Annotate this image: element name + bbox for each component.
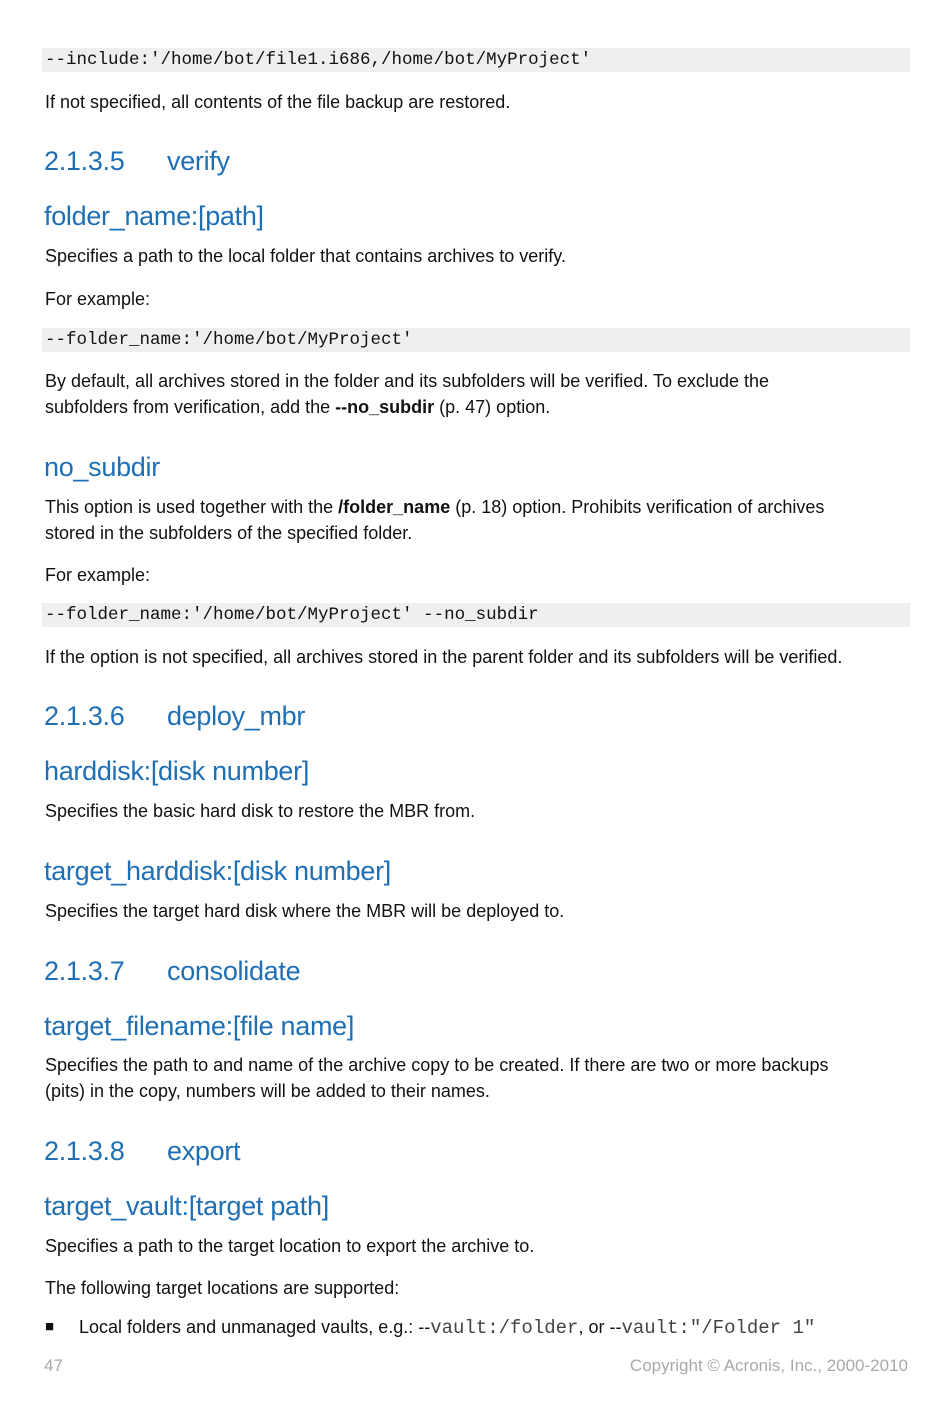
section-title: consolidate	[167, 956, 301, 986]
section-number: 2.1.3.5	[44, 146, 125, 176]
inline-code: vault:/folder	[430, 1317, 579, 1339]
section-number: 2.1.3.8	[44, 1136, 125, 1166]
code-include: --include:'/home/bot/file1.i686,/home/bot/MyProject'	[42, 48, 910, 72]
paragraph-line: stored in the subfolders of the specified folder.	[45, 523, 413, 543]
heading-harddisk: harddisk:[disk number]	[44, 756, 310, 786]
page-number: 47	[44, 1356, 63, 1375]
section-title: export	[167, 1136, 241, 1166]
heading-no-subdir: no_subdir	[44, 452, 160, 482]
folder-name-description: Specifies a path to the local folder that contains archives to verify.	[45, 246, 566, 266]
target-filename-description	[45, 1052, 915, 1104]
section-heading-export	[44, 1134, 240, 1168]
option-reference-no-subdir: --no_subdir	[335, 397, 435, 417]
paragraph-line: By default, all archives stored in the folder and its subfolders will be verified. To exclude the	[45, 371, 770, 391]
paragraph-default-verify	[45, 368, 915, 420]
target-harddisk-description: Specifies the target hard disk where the MBR will be deployed to.	[45, 901, 565, 921]
copyright-notice: Copyright © Acronis, Inc., 2000-2010	[629, 1356, 908, 1375]
heading-target-harddisk: target_harddisk:[disk number]	[44, 856, 391, 886]
section-title: deploy_mbr	[167, 701, 306, 731]
code-folder-name: --folder_name:'/home/bot/MyProject'	[42, 328, 910, 352]
paragraph-text: (p. 18) option. Prohibits verification of archives	[450, 497, 825, 517]
paragraph-not-specified: If not specified, all contents of the file backup are restored.	[45, 92, 511, 112]
heading-target-vault: target_vault:[target path]	[44, 1191, 329, 1221]
section-number: 2.1.3.6	[44, 701, 125, 731]
section-heading-deploy-mbr	[44, 699, 305, 733]
inline-code: vault:"/Folder 1"	[621, 1317, 816, 1339]
heading-target-filename: target_filename:[file name]	[44, 1011, 355, 1041]
option-reference-folder-name: /folder_name	[338, 497, 451, 517]
paragraph-text: (p. 47) option.	[434, 397, 551, 417]
paragraph-option-not-specified: If the option is not specified, all archives stored in the parent folder and its subfolders will be verified.	[45, 647, 843, 667]
section-number: 2.1.3.7	[44, 956, 125, 986]
paragraph-line: (pits) in the copy, numbers will be added to their names.	[45, 1081, 490, 1101]
harddisk-description: Specifies the basic hard disk to restore the MBR from.	[45, 801, 476, 821]
target-vault-description: Specifies a path to the target location to export the archive to.	[45, 1236, 535, 1256]
paragraph-line: Specifies the path to and name of the archive copy to be created. If there are two or more backups	[45, 1055, 829, 1075]
paragraph-text: subfolders from verification, add the	[45, 397, 336, 417]
paragraph-no-subdir	[45, 494, 915, 546]
section-heading-consolidate	[44, 954, 300, 988]
section-title: verify	[167, 146, 230, 176]
paragraph-text: , or --	[578, 1317, 622, 1337]
code-no-subdir: --folder_name:'/home/bot/MyProject' --no_subdir	[42, 603, 910, 627]
paragraph-text: Local folders and unmanaged vaults, e.g.: --	[79, 1317, 431, 1337]
supported-locations-intro: The following target locations are supported:	[45, 1278, 400, 1298]
paragraph-text: This option is used together with the	[45, 497, 339, 517]
bullet-marker: ■	[45, 1318, 55, 1335]
for-example-label: For example:	[45, 289, 151, 309]
for-example-label: For example:	[45, 565, 151, 585]
list-item-local-folders	[79, 1314, 919, 1341]
section-heading-verify	[44, 144, 230, 178]
heading-folder-name: folder_name:[path]	[44, 201, 264, 231]
